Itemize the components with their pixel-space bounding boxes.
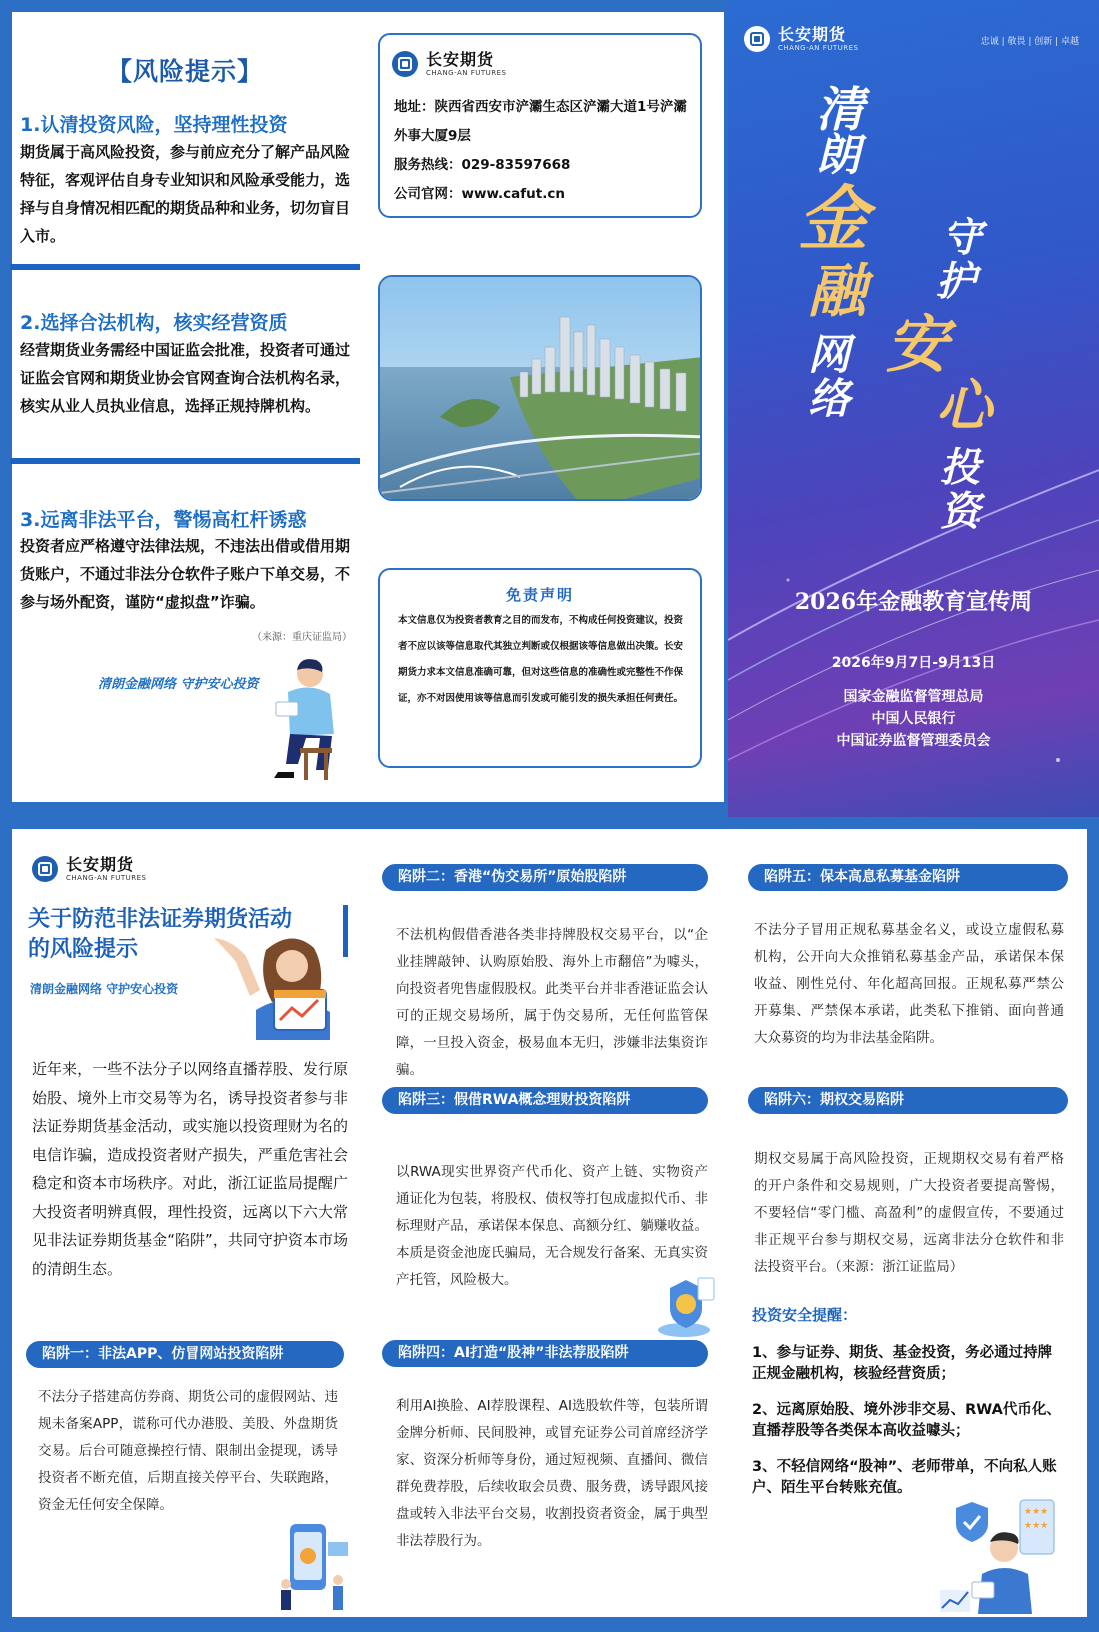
brand-name: 长安期货 <box>66 855 135 874</box>
disclaimer-body: 本文信息仅为投资者教育之目的而发布，不构成任何投资建议，投资者不应以该等信息取代其独立判断或仅根据该等信息做出决策。长安期货力求本文信息准确可靠，但对这些信息的准确性或完整性不作保证，亦不对因使用该等信息而引发或可能引发的损失承担任何责任。 <box>398 615 684 704</box>
section-1-body: 期货属于高风险投资，参与前应充分了解产品风险特征，客观评估自身专业知识和风险承受能力，选择与自身情况相匹配的期货品种和业务，切勿盲目入市。 <box>20 143 351 245</box>
phone-scam-illustration <box>280 1522 352 1618</box>
cover-panel <box>728 0 1099 817</box>
trap-4-body: 利用AI换脸、AI荐股课程、AI选股软件等，包装所谓金牌分析师、民间股神，或冒充证券公司首席经济学家、资深分析师等身份，通过短视频、直播间、微信群免费荐股，后续收取会员费、服务费，诱导跟风接盘或转入非法平台交易，收割投资者资金，属于典型非法荐股行为。 <box>396 1398 708 1549</box>
trap-2-body: 不法机构假借香港各类非持牌股权交易平台，以“企业挂牌敲钟、认购原始股、海外上市翻倍”为噱头，向投资者兜售虚假股权。此类平台并非香港证监会认可的正规交易场所，属于伪交易所，无任何监管保障，一旦投入资金，极易血本无归，涉嫌非法集资诈骗。 <box>396 927 708 1078</box>
section-3-body: 投资者应严格遵守法律法规，不违法出借或借用期货账户，不通过非法分仓软件子账户下单交易，不参与场外配资，谨防“虚拟盘”诈骗。 <box>20 537 351 611</box>
brand-logo-icon <box>32 856 58 882</box>
trap-5-title: 陷阱五：保本高息私募基金陷阱 <box>748 864 1068 891</box>
cover-char: 融 <box>808 257 867 325</box>
brand-logo <box>32 856 147 882</box>
brand-logo-icon <box>744 26 770 52</box>
trap-2-title: 陷阱二：香港“伪交易所”原始股陷阱 <box>382 864 708 891</box>
week-dates: 2026年9月7日-9月13日 <box>831 655 996 671</box>
brand-name: 长安期货 <box>426 50 495 69</box>
section-divider <box>10 264 360 270</box>
advisor-illustration <box>936 1498 1066 1614</box>
contact-box <box>378 33 702 218</box>
safety-tip-1: 1、参与证券、期货、基金投资，务必通过持牌正规金融机构，核验经营资质； <box>752 1345 1053 1382</box>
svg-text:★★★: ★★★ <box>1024 1521 1049 1531</box>
cover-char: 清 <box>816 82 865 138</box>
section-2-body: 经营期货业务需经中国证监会批准，投资者可通过证监会官网和期货业协会官网查询合法机构名录，核实从业人员执业信息，选择正规持牌机构。 <box>20 341 351 415</box>
risk-title: 【风险提示】 <box>106 57 263 86</box>
safety-heading: 投资安全提醒： <box>752 1306 858 1324</box>
trap-3-title: 陷阱三：假借RWA概念理财投资陷阱 <box>382 1087 708 1114</box>
cover-char: 资 <box>940 488 980 535</box>
brand-name: 长安期货 <box>778 25 847 44</box>
disclaimer-box <box>378 568 702 768</box>
safety-tip-2: 2、远离原始股、境外涉非交易、RWA代币化、直播荐股等各类保本高收益噱头； <box>752 1402 1061 1439</box>
cover-char: 护 <box>936 258 976 305</box>
trap-1-body: 不法分子搭建高仿券商、期货公司的虚假网站、违规未备案APP，谎称可代办港股、美股、外盘期货交易。后台可随意操控行情、限制出金提现，诱导投资者不断充值，后期直接关停平台、失联跑路，资金无任何安全保障。 <box>38 1389 338 1513</box>
organizer-3: 中国证券监督管理委员会 <box>836 733 991 749</box>
trap-1-title: 陷阱一：非法APP、仿冒网站投资陷阱 <box>26 1341 344 1368</box>
reading-man-illustration <box>258 652 348 782</box>
cover-brand-logo <box>744 26 859 52</box>
presenter-woman-illustration <box>206 930 346 1040</box>
section-2-heading: 2.选择合法机构，核实经营资质 <box>20 312 288 334</box>
cover-values: 忠诚 | 敬畏 | 创新 | 卓越 <box>980 37 1079 47</box>
cover-char: 心 <box>936 373 992 439</box>
warning-title-line-2: 的风险提示 <box>28 937 139 962</box>
organizer-1: 国家金融监督管理总局 <box>843 689 984 705</box>
trap-6-body: 期权交易属于高风险投资，正规期权交易有着严格的开户条件和交易规则，广大投资者要提高警惕，不要轻信“零门槛、高盈利”的虚假宣传，不要通过非正规平台参与期权交易，远离非法分仓软件和非法投资平台。（来源：浙江证监局） <box>754 1151 1064 1275</box>
disclaimer-title: 免责声明 <box>505 586 574 604</box>
organizer-2: 中国人民银行 <box>871 711 956 727</box>
section-3-heading: 3.远离非法平台，警惕高杠杆诱惑 <box>20 509 307 531</box>
source-note: （来源：重庆证监局） <box>252 632 352 643</box>
section-divider <box>10 458 360 464</box>
brand-logo-icon <box>392 51 418 77</box>
trap-3-body: 以RWA现实世界资产代币化、资产上链、实物资产通证化为包装，将股权、债权等打包成虚拟代币、非标理财产品，承诺保本保息、高额分红、躺赚收益。本质是资金池庞氏骗局，无合规发行备案、无真实资产托管，风险极大。 <box>396 1164 708 1288</box>
trap-4-title: 陷阱四：AI打造“股神”非法荐股陷阱 <box>382 1340 708 1367</box>
warning-title-line-1: 关于防范非法证券期货活动 <box>28 907 293 932</box>
safety-tip-3: 3、不轻信网络“股神”、老师带单，不向私人账户、陌生平台转账充值。 <box>752 1459 1057 1496</box>
brand-name-en: CHANG-AN FUTURES <box>66 874 147 882</box>
city-aerial-photo <box>378 275 702 501</box>
trap-6-title: 陷阱六：期权交易陷阱 <box>748 1087 1068 1114</box>
cover-char: 金 <box>798 177 868 260</box>
brand-name-en: CHANG-AN FUTURES <box>426 69 507 77</box>
brand-logo <box>392 51 507 77</box>
hotline: 服务热线：029-83597668 <box>394 157 571 173</box>
slogan: 清朗金融网络 守护安心投资 <box>98 677 259 692</box>
cover-char: 网 <box>808 330 851 379</box>
section-1-heading: 1.认清投资风险，坚持理性投资 <box>20 114 288 136</box>
cover-char: 络 <box>808 374 851 423</box>
shield-coin-illustration <box>652 1274 718 1338</box>
brand-name-en: CHANG-AN FUTURES <box>778 44 859 52</box>
week-title: 2026年金融教育宣传周 <box>794 589 1033 615</box>
cover-char: 守 <box>942 214 982 261</box>
trap-5-body: 不法分子冒用正规私募基金名义，或设立虚假私募机构，公开向大众推销私募基金产品，承诺保本保收益、刚性兑付、年化超高回报。正规私募严禁公开募集、严禁保本承诺，此类私下推销、面向普通大众募资的均为非法基金陷阱。 <box>754 922 1064 1046</box>
address-line-2: 外事大厦9层 <box>394 128 471 144</box>
address-line-1: 地址：陕西省西安市浐灞生态区浐灞大道1号浐灞 <box>394 99 687 115</box>
cover-char: 投 <box>940 444 980 491</box>
cover-char: 安 <box>886 308 949 381</box>
website: 公司官网：www.cafut.cn <box>394 186 565 202</box>
cover-char: 朗 <box>816 130 860 181</box>
warning-intro: 近年来，一些不法分子以网络直播荐股、发行原始股、境外上市交易等为名，诱导投资者参与非法证券期货基金活动，或实施以投资理财为名的电信诈骗，造成投资者财产损失，严重危害社会稳定和资本市场秩序。对此，浙江证监局提醒广大投资者明辨真假，理性投资，远离以下六大常见非法证券期货基金“陷阱”，共同守护资本市场的清朗生态。 <box>32 1060 348 1278</box>
svg-text:★★★: ★★★ <box>1024 1507 1049 1517</box>
warning-slogan: 清朗金融网络 守护安心投资 <box>30 982 179 996</box>
